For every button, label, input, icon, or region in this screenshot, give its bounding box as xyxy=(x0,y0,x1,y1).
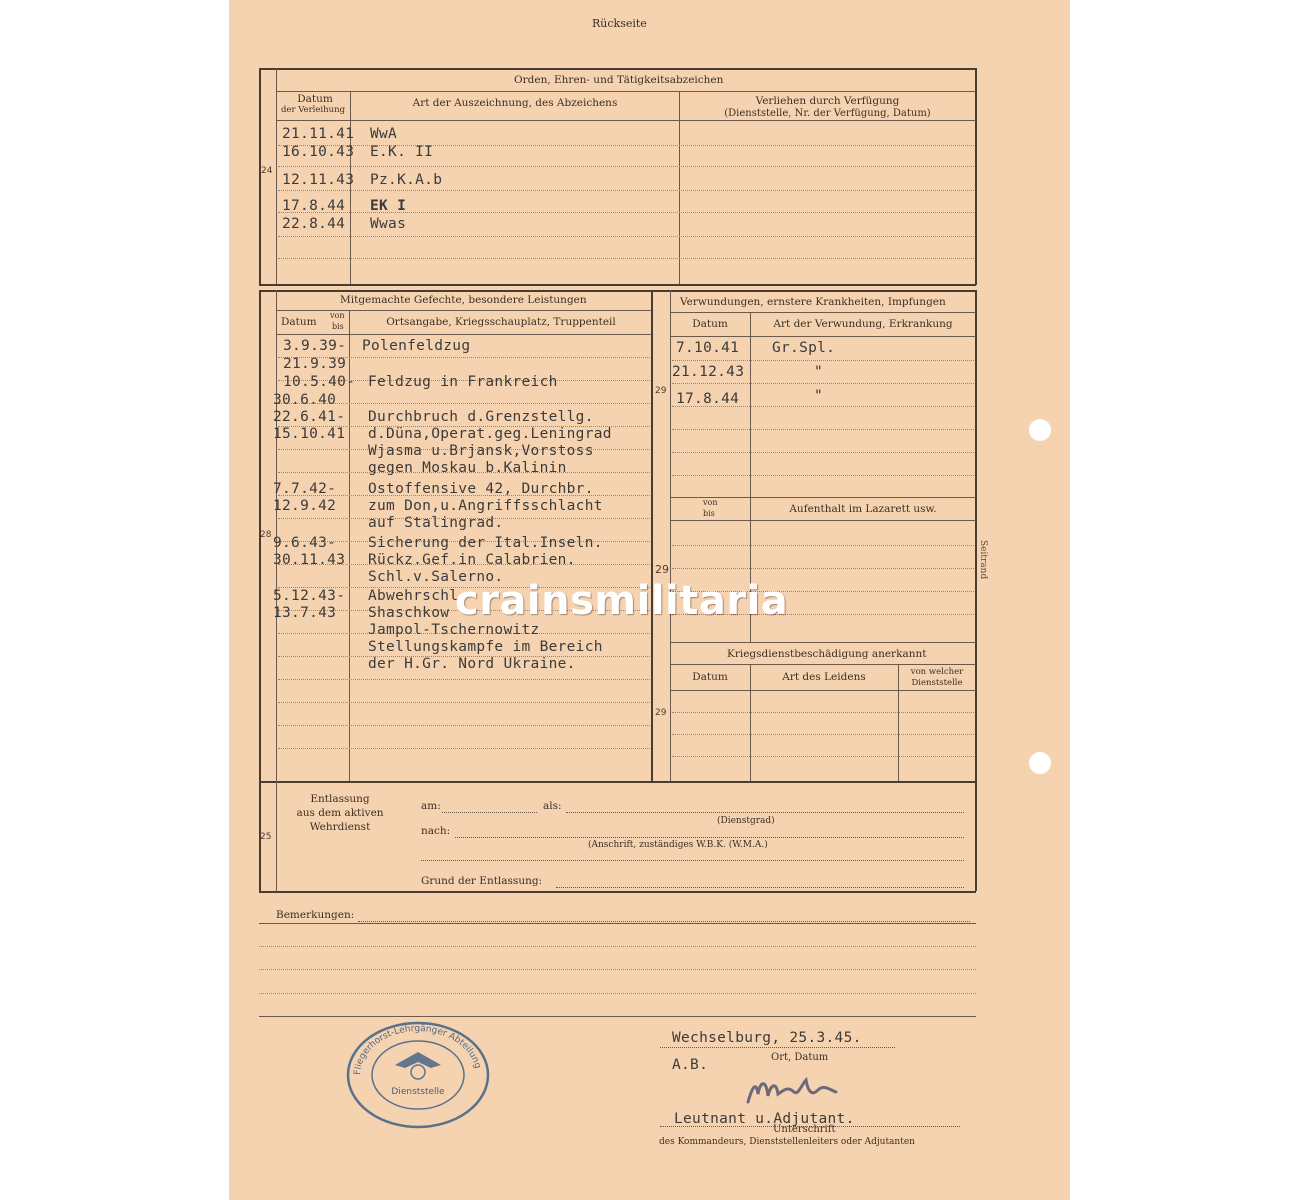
watermark: crainsmilitaria xyxy=(455,578,789,624)
sec28-top-border xyxy=(259,290,976,292)
sec24-number: 24 xyxy=(261,166,273,176)
battle-text: Schl.v.Salerno. xyxy=(368,569,504,585)
handwritten-signature xyxy=(740,1070,850,1110)
sec28-right-border xyxy=(975,290,977,782)
sec25-inner-left xyxy=(276,781,277,891)
sec29c-top-line xyxy=(670,642,976,643)
row-rule xyxy=(278,748,650,749)
official-stamp xyxy=(343,1020,493,1130)
sec28-header-line xyxy=(276,334,652,335)
sec29a-col-date: Datum xyxy=(692,318,728,330)
sec28-col-von: von xyxy=(330,311,345,320)
battle-text: Rückz.Gef.in Calabrien. xyxy=(368,552,576,568)
signature-label-2: des Kommandeurs, Dienststellenleiters oder Adjutanten xyxy=(659,1137,915,1147)
battle-date: 5.12.43- xyxy=(273,588,346,604)
sec29a-col1 xyxy=(750,312,751,498)
sec29b-number: 29 xyxy=(655,563,669,576)
battle-text: der H.Gr. Nord Ukraine. xyxy=(368,656,576,672)
row-rule xyxy=(672,475,974,476)
sec24-col-date: Datum xyxy=(297,93,333,105)
sec28-bottom-border xyxy=(259,781,976,783)
sec25-bottom-border xyxy=(259,891,976,893)
sec24-bottom-border xyxy=(259,284,976,286)
punch-hole-top xyxy=(1029,419,1051,441)
sec29c-col1 xyxy=(750,664,751,782)
discharge-nach-label: nach: xyxy=(421,825,451,837)
award-name: Pz.K.A.b xyxy=(370,172,443,188)
sec29a-title-line xyxy=(670,312,976,313)
wound-date: 21.12.43 xyxy=(672,364,745,380)
discharge-als-label: als: xyxy=(543,800,562,812)
battle-date: 3.9.39- xyxy=(283,338,347,354)
row-rule xyxy=(672,568,974,569)
wound-kind: " xyxy=(814,364,824,380)
row-rule xyxy=(672,360,974,361)
anschrift-caption: (Anschrift, zuständiges W.B.K. (W.M.A.) xyxy=(588,840,768,850)
place-date: Wechselburg, 25.3.45. xyxy=(672,1030,862,1046)
award-date: 17.8.44 xyxy=(282,198,346,214)
ab-mark: A.B. xyxy=(672,1057,709,1073)
discharge-nach-field[interactable] xyxy=(455,837,964,838)
sec29c-number: 29 xyxy=(655,708,667,718)
sec29b-header-line xyxy=(670,520,976,521)
remarks-rule-2 xyxy=(259,946,976,947)
battle-text: Wjasma u.Brjansk,Vorstoss xyxy=(368,443,594,459)
sec24-col-by: Verliehen durch Verfügung xyxy=(755,95,900,107)
sec29a-number: 29 xyxy=(655,386,667,396)
rank-title: Leutnant u.Adjutant. xyxy=(674,1111,855,1127)
sec28-title: Mitgemachte Gefechte, besondere Leistungen xyxy=(340,294,587,306)
battle-date: 30.11.43 xyxy=(273,552,346,568)
award-name: Wwas xyxy=(370,216,407,232)
sec28-col-place: Ortsangabe, Kriegsschauplatz, Truppenteil xyxy=(386,316,616,328)
award-date: 16.10.43 xyxy=(282,144,355,160)
battle-text: Abwehrschl. xyxy=(368,588,468,604)
battle-date: 15.10.41 xyxy=(273,426,346,442)
discharge-reason-field[interactable] xyxy=(556,887,964,888)
battle-date: 10.5.40- xyxy=(283,374,356,390)
stamp-center-text: Dienststelle xyxy=(391,1087,445,1097)
battle-date: 13.7.43 xyxy=(273,605,337,621)
battle-text: Feldzug in Frankreich xyxy=(368,374,558,390)
ort-datum-caption: Ort, Datum xyxy=(771,1052,829,1063)
row-rule xyxy=(672,452,974,453)
sec24-right-border xyxy=(975,68,977,285)
battle-date: 9.6.43- xyxy=(273,535,337,551)
sec29c-col-date: Datum xyxy=(692,671,728,683)
remarks-rule-1 xyxy=(259,923,976,924)
row-rule xyxy=(278,679,650,680)
discharge-label-2: aus dem aktiven xyxy=(296,807,384,819)
discharge-am-field[interactable] xyxy=(442,812,537,813)
wound-date: 17.8.44 xyxy=(676,391,740,407)
sec28-number: 28 xyxy=(260,530,272,540)
sec29b-col-bis: bis xyxy=(703,509,715,518)
award-date: 12.11.43 xyxy=(282,172,355,188)
sec29c-col-by2: Dienststelle xyxy=(911,678,963,688)
discharge-label-1: Entlassung xyxy=(310,793,370,805)
discharge-address-field-2[interactable] xyxy=(421,860,964,861)
sec29b-col-stay: Aufenthalt im Lazarett usw. xyxy=(789,503,937,515)
dienstgrad-caption: (Dienstgrad) xyxy=(717,816,775,826)
remarks-label: Bemerkungen: xyxy=(276,909,355,921)
battle-text: Shaschkow xyxy=(368,605,450,621)
sec29a-title: Verwundungen, ernstere Krankheiten, Impfungen xyxy=(680,296,946,308)
discharge-am-label: am: xyxy=(421,800,441,812)
battle-date: 22.6.41- xyxy=(273,409,346,425)
discharge-reason-label: Grund der Entlassung: xyxy=(421,875,543,887)
award-name: EK I xyxy=(370,198,407,214)
discharge-als-field[interactable] xyxy=(566,812,964,813)
wound-kind: " xyxy=(814,388,824,404)
battle-text: Jampol-Tschernowitz xyxy=(368,622,540,638)
award-name: WwA xyxy=(370,126,398,142)
sec28-divider xyxy=(651,290,653,782)
row-rule xyxy=(672,429,974,430)
sec28-col-bis: bis xyxy=(332,322,344,331)
award-date: 22.8.44 xyxy=(282,216,346,232)
stamp-ring-path: Fliegerhorst-Lehrgänger Abteilung xyxy=(352,1023,483,1076)
remarks-rule-4 xyxy=(259,993,976,994)
place-date-line[interactable] xyxy=(660,1047,895,1048)
battle-date: 21.9.39 xyxy=(283,356,347,372)
battle-text: Sicherung der Ital.Inseln. xyxy=(368,535,603,551)
row-rule xyxy=(278,725,650,726)
row-rule xyxy=(278,258,974,259)
award-name: E.K. II xyxy=(370,144,434,160)
battle-text: gegen Moskau b.Kalinin xyxy=(368,460,567,476)
sec24-title-line xyxy=(276,91,976,92)
punch-hole-bottom xyxy=(1029,752,1051,774)
sec29c-title: Kriegsdienstbeschädigung anerkannt xyxy=(727,648,927,660)
row-rule xyxy=(278,236,974,237)
sec29-inner-left xyxy=(670,290,671,782)
sec29a-col-kind: Art der Verwundung, Erkrankung xyxy=(773,318,953,330)
sec24-col-by-sub: (Dienststelle, Nr. der Verfügung, Datum) xyxy=(724,108,931,119)
battle-text: zum Don,u.Angriffsschlacht xyxy=(368,498,603,514)
sec25-right-border xyxy=(975,781,977,891)
row-rule xyxy=(278,190,974,191)
sec25-number: 25 xyxy=(260,832,272,842)
side-label: Seitrand xyxy=(978,540,988,580)
sec24-col-date-sub: der Verleihung xyxy=(280,105,346,115)
page-header: Rückseite xyxy=(592,17,647,30)
sec24-left-border xyxy=(259,68,261,285)
wound-kind: Gr.Spl. xyxy=(772,340,836,356)
sec24-header-line xyxy=(276,120,976,121)
battle-text: Stellungskampfe im Bereich xyxy=(368,639,603,655)
battle-date: 7.7.42- xyxy=(273,481,337,497)
wound-date: 7.10.41 xyxy=(676,340,740,356)
remarks-rule-5 xyxy=(259,1016,976,1017)
discharge-label-3: Wehrdienst xyxy=(309,821,371,833)
battle-text: Polenfeldzug xyxy=(362,338,471,354)
sec29b-col-von: von xyxy=(703,498,718,507)
sec24-title: Orden, Ehren- und Tätigkeitsabzeichen xyxy=(514,74,724,86)
sec29c-col-kind: Art des Leidens xyxy=(782,671,866,683)
sec29c-title-line xyxy=(670,664,976,665)
row-rule xyxy=(278,166,974,167)
row-rule xyxy=(672,383,974,384)
battle-text: auf Stalingrad. xyxy=(368,515,504,531)
sec24-top-border xyxy=(259,68,976,70)
award-date: 21.11.41 xyxy=(282,126,355,142)
row-rule xyxy=(672,545,974,546)
battle-date: 30.6.40 xyxy=(273,392,337,408)
sec29c-header-line xyxy=(670,690,976,691)
sec24-col1 xyxy=(350,91,351,285)
sec29c-col-by: von welcher xyxy=(910,667,964,677)
signature-label-1: Unterschrift xyxy=(773,1124,836,1135)
remarks-rule-3 xyxy=(259,969,976,970)
row-rule xyxy=(672,734,974,735)
sec24-col2 xyxy=(679,91,680,285)
row-rule xyxy=(278,702,650,703)
sec28-col-date: Datum xyxy=(281,316,317,328)
row-rule xyxy=(672,712,974,713)
sec29a-header-line xyxy=(670,336,976,337)
battle-text: d.Düna,Operat.geg.Leningrad xyxy=(368,426,612,442)
battle-date: 12.9.42 xyxy=(273,498,337,514)
sec29c-col2 xyxy=(898,664,899,782)
sec24-col-kind: Art der Auszeichnung, des Abzeichens xyxy=(412,97,618,109)
battle-text: Durchbruch d.Grenzstellg. xyxy=(368,409,594,425)
remarks-line-1[interactable] xyxy=(358,921,970,922)
battle-text: Ostoffensive 42, Durchbr. xyxy=(368,481,594,497)
row-rule xyxy=(672,756,974,757)
sec24-inner-left xyxy=(276,68,277,285)
